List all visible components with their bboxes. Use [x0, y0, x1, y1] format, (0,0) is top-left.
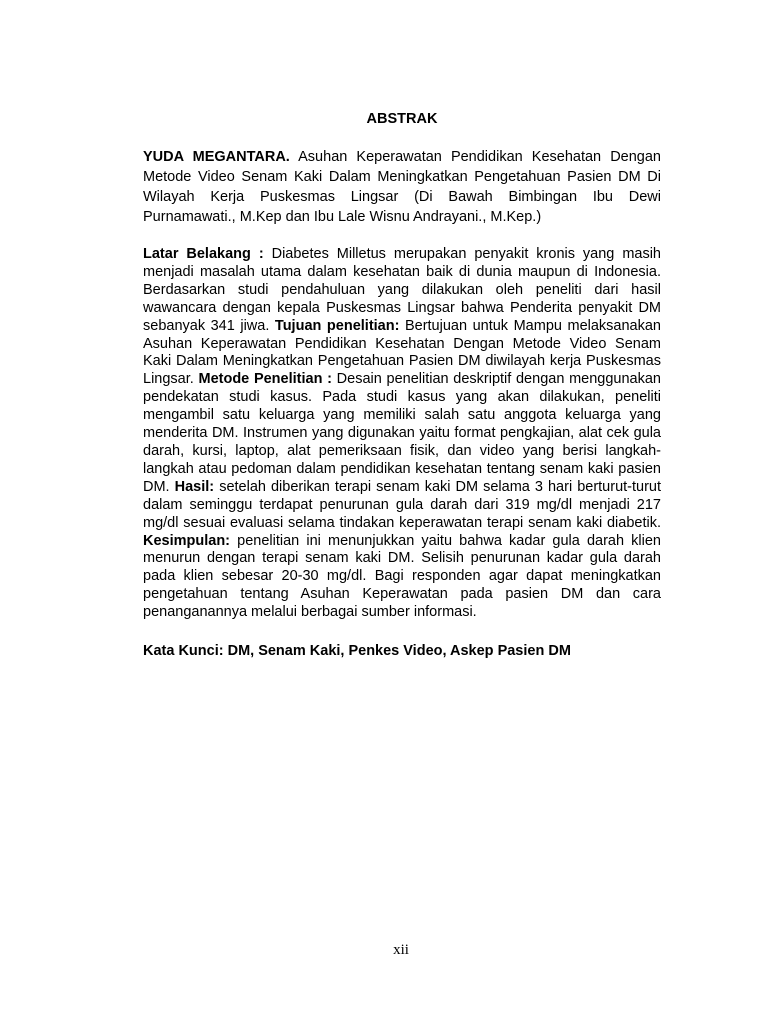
section-text-objective: Bertujuan untuk Mampu melaksanakan Asuhan Keperawatan Pendidikan Kesehatan Dengan Metode Video Senam Kaki Dalam Meningkatkan Pengetahuan Pasien DM diwilayah kerja Puskesmas Lingsar.	[143, 317, 661, 388]
abstract-body	[143, 246, 661, 622]
section-label-objective: Tujuan penelitian:	[274, 317, 400, 334]
section-label-results: Hasil:	[174, 478, 215, 495]
page-number: xii	[393, 942, 409, 958]
section-text-conclusion: penelitian ini menunjukkan yaitu bahwa kadar gula darah klien menurun dengan terapi senam kaki DM. Selisih penurunan kadar gula darah pada klien sebesar 20-30 mg/dl. Bagi responden agar dapat meningkatkan pengetahuan tentang Asuhan Keperawatan pada pasien DM dan cara penanganannya melalui berbagai sumber informasi.	[143, 532, 662, 621]
section-label-background: Latar Belakang :	[143, 246, 264, 262]
section-text-results: setelah diberikan terapi senam kaki DM selama 3 hari berturut-turut dalam seminggu terdapat penurunan gula darah dari 319 mg/dl menjadi 217 mg/dl sesuai evaluasi selama tindakan keperawatan terapi senam kaki diabetik.	[143, 478, 662, 531]
abstract-title: ABSTRAK	[366, 111, 438, 127]
section-text-background: Diabetes Milletus merupakan penyakit kronis yang masih menjadi masalah utama dalam kesehatan baik di dunia maupun di Indonesia. Berdasarkan studi pendahuluan yang dilakukan oleh peneliti dari hasil wawancara dengan kepala Puskesmas Lingsar bahwa Penderita penyakit DM sebanyak 341 jiwa.	[143, 246, 661, 334]
abstract-page	[143, 109, 661, 661]
keywords: Kata Kunci: DM, Senam Kaki, Penkes Video, Askep Pasien DM	[143, 643, 571, 660]
section-label-method: Metode Penelitian :	[198, 371, 332, 388]
thesis-title-and-advisors: Asuhan Keperawatan Pendidikan Kesehatan Dengan Metode Video Senam Kaki Dalam Meningkatkan Pengetahuan Pasien DM Di Wilayah Kerja Puskesmas Lingsar (Di Bawah Bimbingan Ibu Dewi Purnamawati., M.Kep dan Ibu Lale Wisnu Andrayani., M.Kep.)	[143, 149, 661, 225]
author-name: YUDA MEGANTARA.	[143, 149, 290, 165]
section-text-method: Desain penelitian deskriptif dengan menggunakan pendekatan studi kasus. Pada studi kasus yang akan dilakukan, peneliti mengambil satu keluarga yang memiliki salah satu anggota keluarga yang menderita DM. Instrumen yang digunakan yaitu format pengkajian, alat cek gula darah, kursi, laptop, alat pemeriksaan fisik, dan video yang berisi langkah-langkah atau pedoman dalam pendidikan kesehatan tentang senam kaki pasien DM.	[143, 371, 661, 495]
thesis-identity	[143, 147, 661, 227]
section-label-conclusion: Kesimpulan:	[143, 532, 231, 549]
